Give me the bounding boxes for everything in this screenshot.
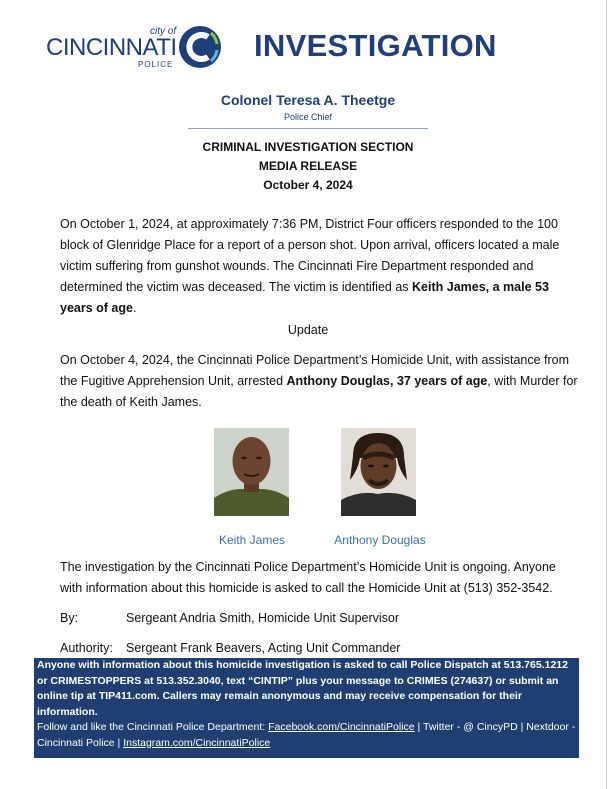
- logo-wordmark: CINCINNATI: [46, 34, 177, 61]
- suspect-identity: Anthony Douglas, 37 years of age: [286, 374, 488, 388]
- follow-prefix: Follow and like the Cincinnati Police Department:: [37, 721, 269, 733]
- chief-title: Police Chief: [283, 112, 333, 122]
- tip-notice-box: [34, 658, 579, 758]
- logo-city-of: city of: [150, 26, 177, 37]
- page-edge: [606, 0, 607, 789]
- by-value: Sergeant Andria Smith, Homicide Unit Supervisor: [126, 611, 400, 625]
- facebook-link[interactable]: Facebook.com/CincinnatiPolice: [268, 721, 415, 733]
- chief-name: Colonel Teresa A. Theetge: [220, 92, 396, 108]
- cincinnati-police-logo: [46, 22, 226, 72]
- release-date: October 4, 2024: [263, 178, 353, 192]
- chief-block: [176, 92, 440, 122]
- social-separator: | Twitter - @ CincyPD | Nextdoor - Cincinnati Police |: [37, 721, 576, 749]
- by-line: [60, 611, 399, 625]
- release-type: MEDIA RELEASE: [258, 159, 358, 173]
- instagram-link[interactable]: Instagram.com/CincinnatiPolice: [123, 736, 271, 749]
- victim-photo-caption: Keith James: [218, 533, 286, 547]
- tip-notice-text: Anyone with information about this homicide investigation is asked to call Police Dispatch at 513.765.1212 or CRIMESTOPPERS at 513.352.3040, text “CINTIP” plus your message to CRIMES (274637) or submit an online tip at TIP411.com. Callers may remain anonymous and may receive compensation for their information.: [37, 659, 568, 718]
- arrest-text-end: , with Murder for the death of Keith James.: [60, 374, 578, 409]
- section-name: CRIMINAL INVESTIGATION SECTION: [202, 140, 414, 154]
- incident-text-end: .: [132, 301, 137, 315]
- arrest-paragraph: [60, 350, 580, 413]
- authority-label: Authority:: [60, 641, 113, 655]
- page-header: [0, 0, 616, 80]
- suspect-photo-caption: Anthony Douglas: [334, 533, 426, 547]
- incident-text: On October 1, 2024, at approximately 7:36 PM, District Four officers responded to the 100 block of Glenridge Place for a report of a person shot. Upon arrival, officers located a male victim suffering from gunshot wounds. The Cincinnati Fire Department responded and determined the victim was deceased. The victim is identified as: [60, 217, 560, 294]
- logo-police-text: POLICE: [138, 60, 174, 69]
- authority-value: Sergeant Frank Beavers, Acting Unit Commander: [126, 641, 401, 655]
- divider: [188, 128, 428, 129]
- update-label: Update: [287, 323, 329, 337]
- ongoing-paragraph: The investigation by the Cincinnati Police Department’s Homicide Unit is ongoing. Anyone with information about this homicide is asked to call the Homicide Unit at (513) 352-3542.: [60, 560, 556, 595]
- victim-identity: Keith James, a male 53 years of age: [60, 280, 549, 315]
- arrest-text: On October 4, 2024, the Cincinnati Police Department’s Homicide Unit, with assistance from the Fugitive Apprehension Unit, arrested: [60, 353, 570, 388]
- page-title: INVESTIGATION: [254, 28, 497, 63]
- release-heading: [108, 138, 508, 195]
- incident-paragraph: [60, 214, 580, 319]
- logo-c-mark-icon: [177, 24, 223, 70]
- authority-line: [60, 641, 400, 655]
- by-label: By:: [60, 611, 79, 625]
- victim-photo: [214, 428, 289, 516]
- suspect-photo: [341, 428, 416, 516]
